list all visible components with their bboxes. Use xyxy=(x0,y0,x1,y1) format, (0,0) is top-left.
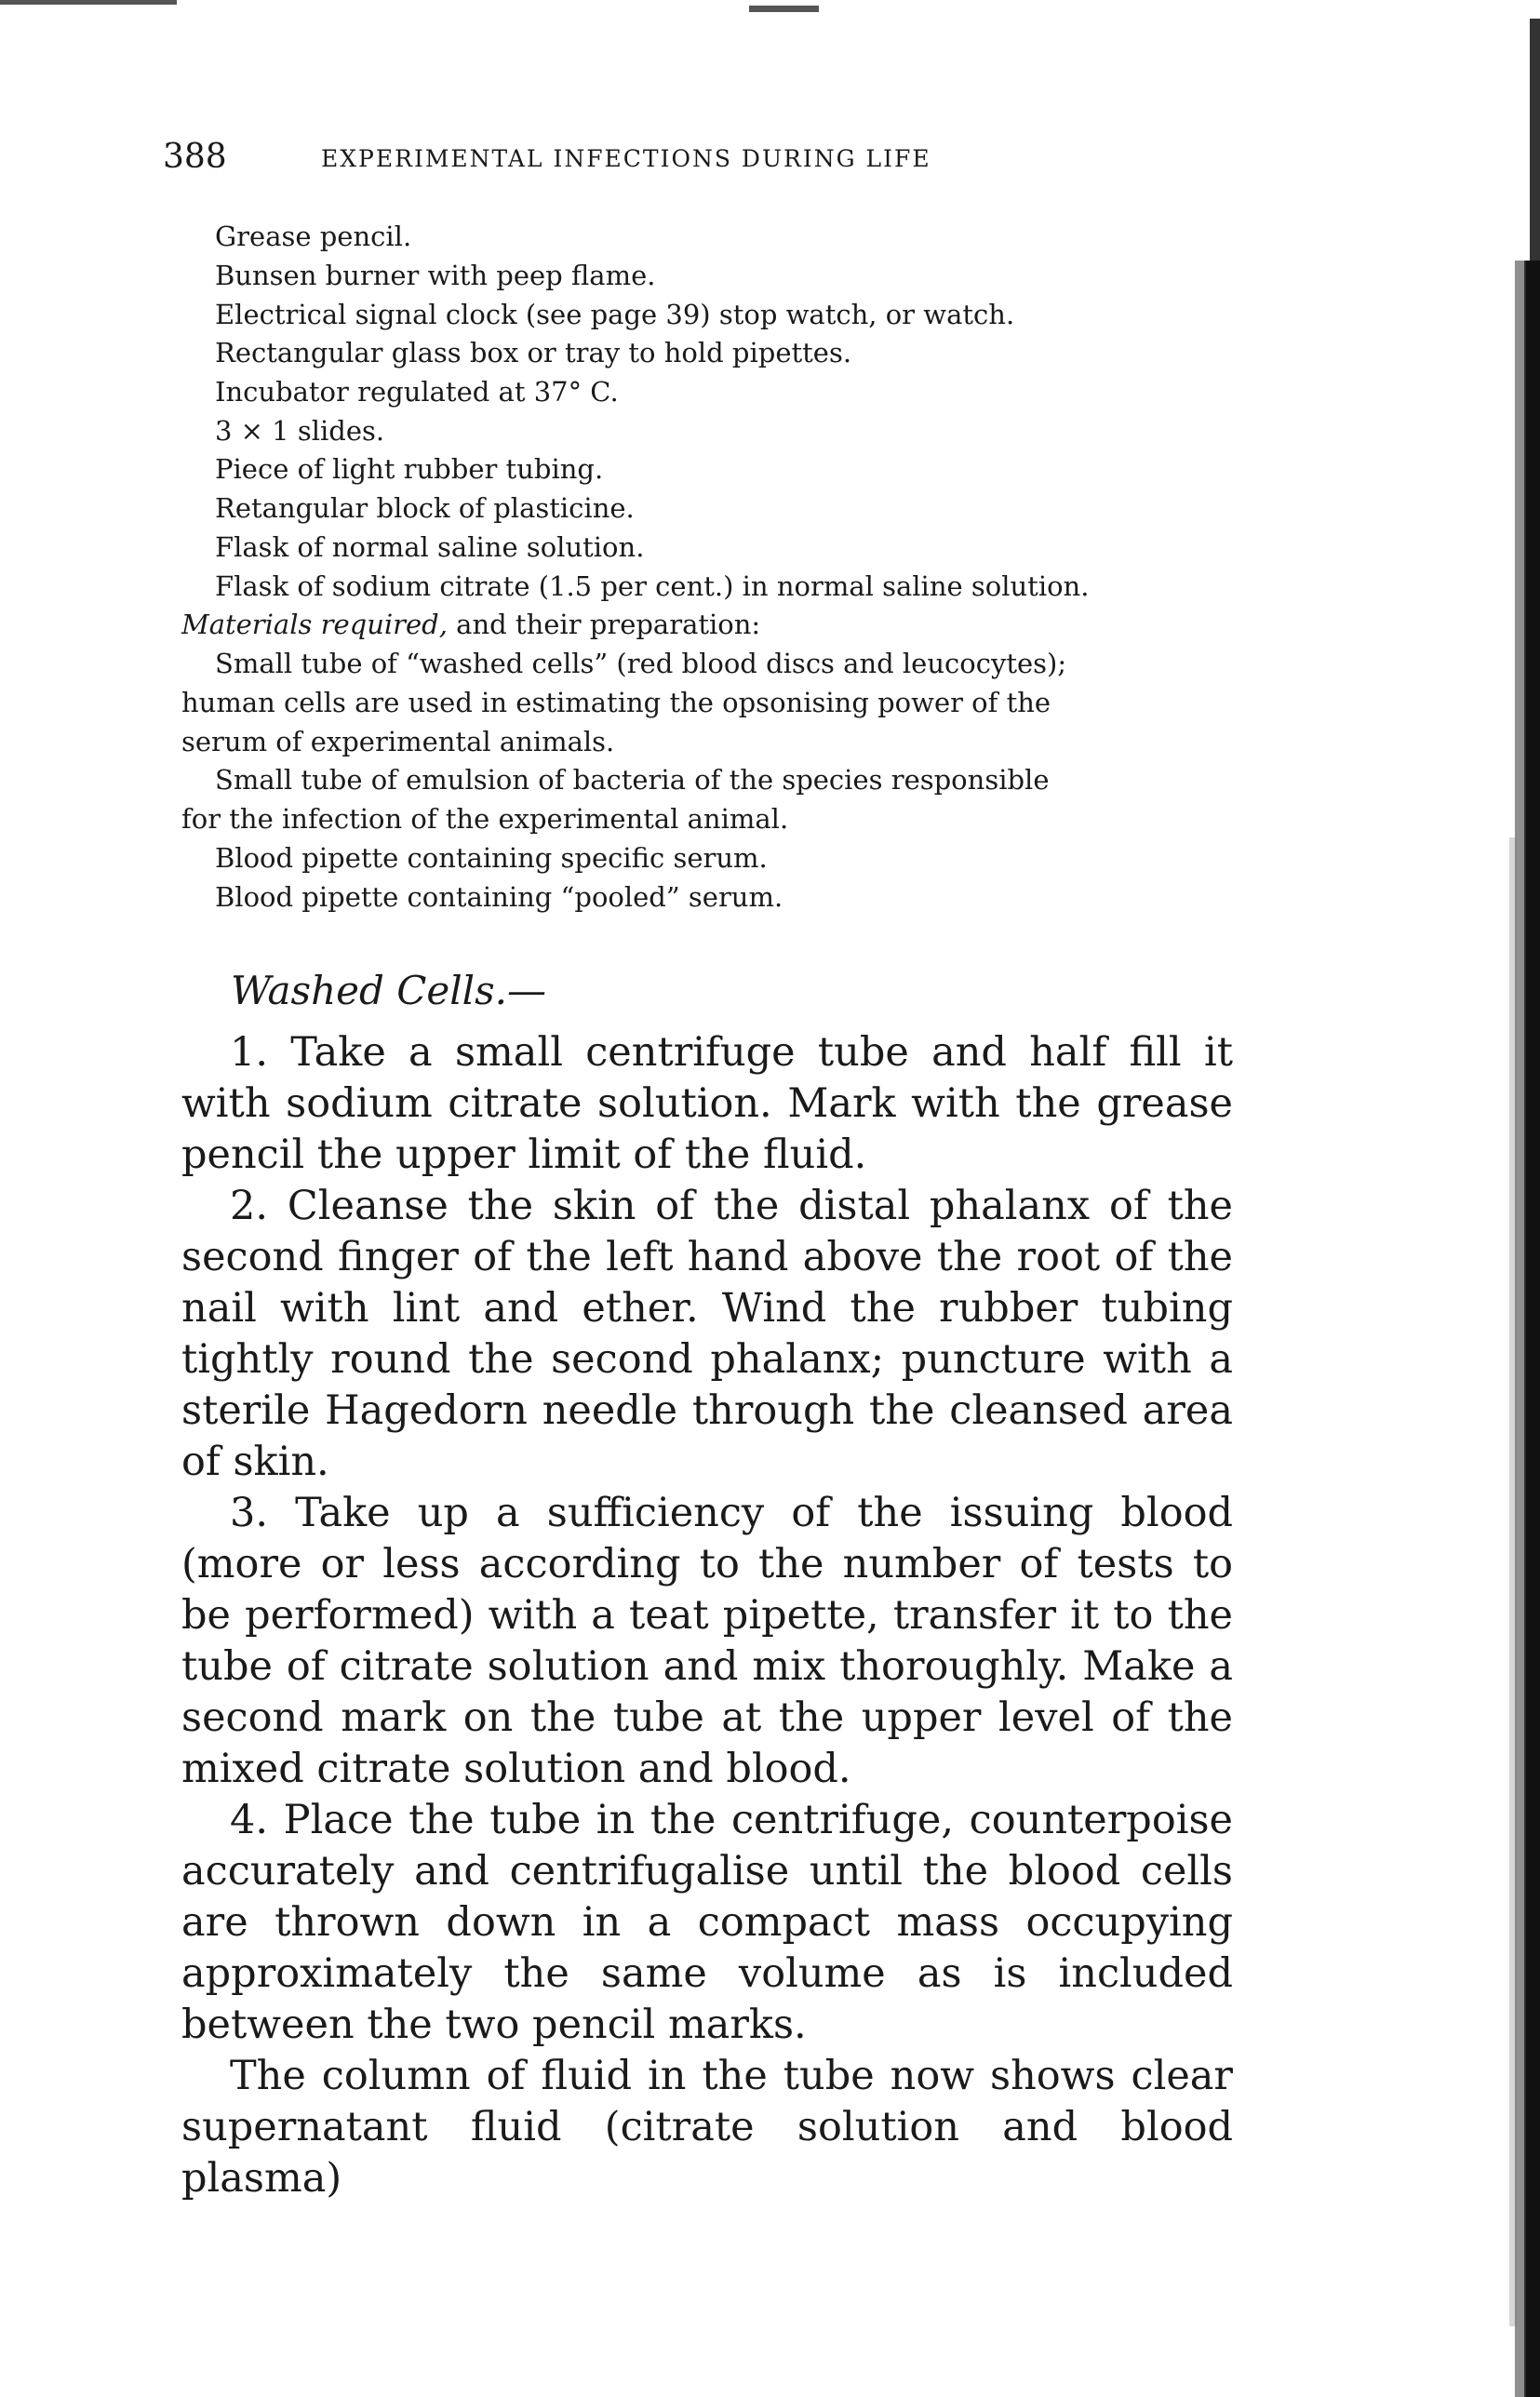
apparatus-item: Flask of normal saline solution. xyxy=(215,531,645,563)
scan-mark-top-left xyxy=(0,0,177,5)
apparatus-item: Incubator regulated at 37° C. xyxy=(215,376,619,408)
page-edge-shadow xyxy=(1489,0,1540,2397)
materials-line: Small tube of “washed cells” (red blood discs and leucocytes); xyxy=(215,648,1067,679)
page-number: 388 xyxy=(163,138,227,176)
section-title: Washed Cells.— xyxy=(231,968,547,1013)
apparatus-item: Rectangular glass box or tray to hold pipettes. xyxy=(215,337,852,368)
apparatus-item: Grease pencil. xyxy=(215,221,412,252)
paragraph-step-4: 4. Place the tube in the centrifuge, counterpoise accurately and centrifugalise until the blood cells are thrown down in a compact mass occupying approximately the same volume as is included between the two pencil marks. xyxy=(181,1797,1233,2048)
body-text xyxy=(181,1027,1233,2204)
materials-line: Blood pipette containing specific serum. xyxy=(215,842,768,874)
materials-line: serum of experimental animals. xyxy=(181,726,615,757)
materials-line: Small tube of emulsion of bacteria of the species responsible xyxy=(215,764,1050,796)
materials-heading-rest: and their preparation: xyxy=(447,609,761,640)
paragraph-step-3: 3. Take up a sufficiency of the issuing blood (more or less according to the number of tests to be performed) with a teat pipette, transfer it to the tube of citrate solution and mix thoroughly. Make a second mark on the tube at the upper level of the mixed citrate solution and blood. xyxy=(181,1490,1233,1792)
paragraph-step-2: 2. Cleanse the skin of the distal phalanx of the second finger of the left hand above the root of the nail with lint and ether. Wind the rubber tubing tightly round the second phalanx; puncture with a sterile Hagedorn needle through the cleansed area of skin. xyxy=(181,1183,1233,1485)
apparatus-item: Bunsen burner with peep flame. xyxy=(215,260,656,291)
paragraph-step-1: 1. Take a small centrifuge tube and half fill it with sodium citrate solution. Mark with the grease pencil the upper limit of the fluid. xyxy=(181,1029,1233,1178)
page-header xyxy=(163,138,1233,179)
materials-heading-italic: Materials required, xyxy=(181,609,448,640)
materials-heading xyxy=(181,611,760,638)
running-head: EXPERIMENTAL INFECTIONS DURING LIFE xyxy=(321,145,931,172)
apparatus-item: Flask of sodium citrate (1.5 per cent.) in normal saline solution. xyxy=(215,570,1090,602)
apparatus-item: Retangular block of plasticine. xyxy=(215,492,635,524)
apparatus-item: Electrical signal clock (see page 39) stop watch, or watch. xyxy=(215,299,1015,330)
materials-line: for the infection of the experimental animal. xyxy=(181,803,789,835)
materials-line: human cells are used in estimating the opsonising power of the xyxy=(181,687,1051,718)
scan-mark-top-center xyxy=(749,6,819,12)
apparatus-item: 3 × 1 slides. xyxy=(215,415,385,447)
paragraph-column-of-fluid: The column of fluid in the tube now shows clear supernatant fluid (citrate solution and blood plasma) xyxy=(181,2053,1233,2202)
apparatus-item: Piece of light rubber tubing. xyxy=(215,453,604,485)
materials-line: Blood pipette containing “pooled” serum. xyxy=(215,881,783,913)
